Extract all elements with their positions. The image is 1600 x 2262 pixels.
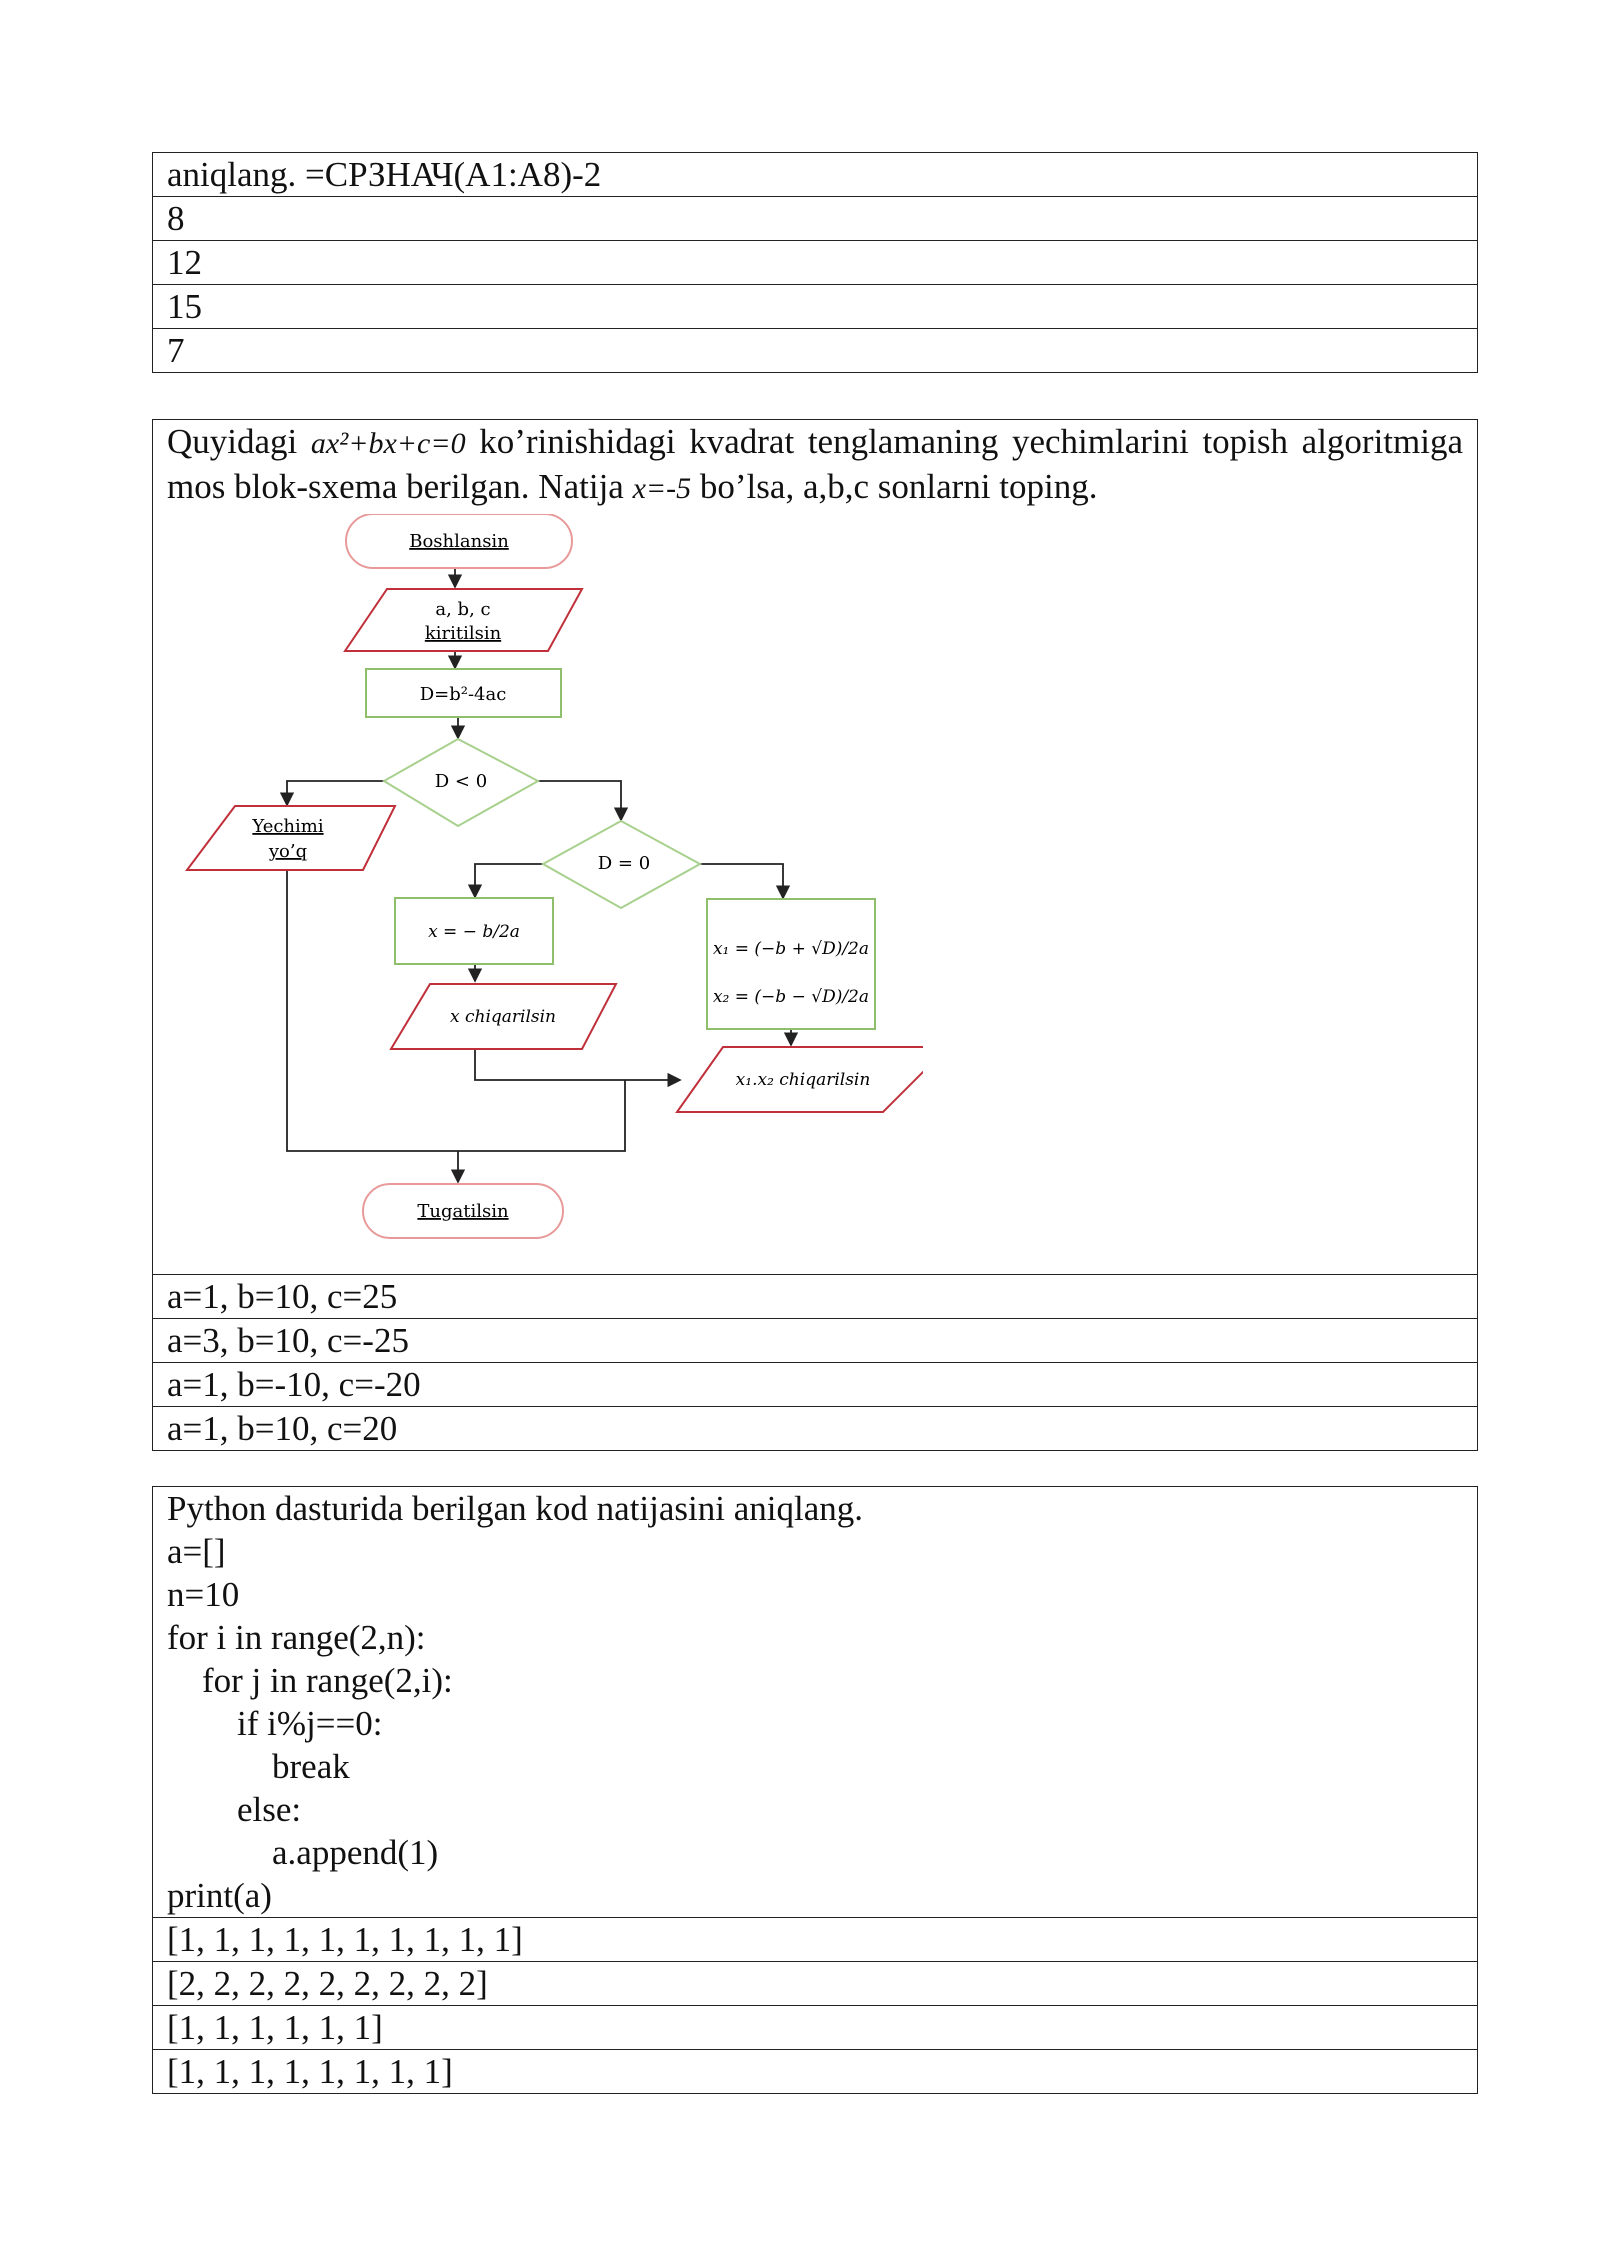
question-2-cell [153, 420, 1478, 1275]
code-line-4: for j in range(2,i): [167, 1661, 453, 1700]
question-2-table [152, 419, 1478, 1451]
input-label-line1: a, b, c [435, 599, 491, 620]
end-label: Tugatilsin [417, 1201, 509, 1222]
q2-result: x=-5 [632, 472, 692, 505]
double-output-label: x₁.x₂ chiqarilsin [735, 1070, 871, 1090]
question-1-table [152, 152, 1478, 373]
q3-option-2[interactable]: [2, 2, 2, 2, 2, 2, 2, 2, 2] [153, 1962, 1478, 2006]
root2-formula: x₂ = (−b − √D)/2a [712, 987, 870, 1007]
code-line-9: print(a) [167, 1876, 272, 1915]
code-line-2: n=10 [167, 1575, 240, 1614]
q2-text-end: bo’lsa, a,b,c sonlarni toping. [699, 467, 1098, 506]
q1-option-3[interactable]: 15 [153, 285, 1478, 329]
flowchart [163, 514, 923, 1274]
q2-option-1[interactable]: a=1, b=10, c=25 [153, 1275, 1478, 1319]
compute-discriminant-label: D=b²-4ac [419, 684, 507, 705]
q2-text-after: ko’rinishidagi kvadrat tenglamaning yechimlarini topish algoritmiga mos blok-sxema berilgan. Natija [167, 422, 1464, 506]
code-line-8: a.append(1) [167, 1833, 439, 1872]
single-output-label: x chiqarilsin [449, 1007, 557, 1027]
q1-option-4[interactable]: 7 [153, 329, 1478, 373]
q1-option-1[interactable]: 8 [153, 197, 1478, 241]
input-label-line2: kiritilsin [424, 623, 502, 644]
q2-option-2[interactable]: a=3, b=10, c=-25 [153, 1319, 1478, 1363]
q2-option-3[interactable]: a=1, b=-10, c=-20 [153, 1363, 1478, 1407]
single-root-formula: x = − b/2a [428, 922, 520, 942]
q3-option-3[interactable]: [1, 1, 1, 1, 1, 1] [153, 2006, 1478, 2050]
code-line-5: if i%j==0: [167, 1704, 383, 1743]
root1-formula: x₁ = (−b + √D)/2a [712, 939, 870, 959]
question-1-text: aniqlang. =СРЗНАЧ(A1:A8)-2 [153, 153, 1478, 197]
q3-option-4[interactable]: [1, 1, 1, 1, 1, 1, 1, 1] [153, 2050, 1478, 2094]
question-3-cell [153, 1487, 1478, 1918]
code-line-1: a=[] [167, 1532, 226, 1571]
decision-d-negative-label: D < 0 [434, 771, 488, 792]
decision-d-zero-label: D = 0 [597, 853, 651, 874]
code-line-6: break [167, 1747, 350, 1786]
question-2-text [167, 420, 1463, 510]
q2-equation: ax²+bx+c=0 [310, 427, 466, 460]
no-solution-label-line2: yo’q [268, 841, 308, 862]
double-root-box [707, 899, 875, 1029]
code-line-7: else: [167, 1790, 302, 1829]
q2-option-4[interactable]: a=1, b=10, c=20 [153, 1407, 1478, 1451]
start-label: Boshlansin [409, 531, 509, 552]
no-solution-label-line1: Yechimi [252, 816, 324, 837]
question-3-table [152, 1486, 1478, 2094]
q2-text-before: Quyidagi [167, 422, 298, 461]
question-3-text: Python dasturida berilgan kod natijasini aniqlang. [167, 1489, 863, 1528]
q3-option-1[interactable]: [1, 1, 1, 1, 1, 1, 1, 1, 1, 1] [153, 1918, 1478, 1962]
q1-option-2[interactable]: 12 [153, 241, 1478, 285]
code-line-3: for i in range(2,n): [167, 1618, 426, 1657]
